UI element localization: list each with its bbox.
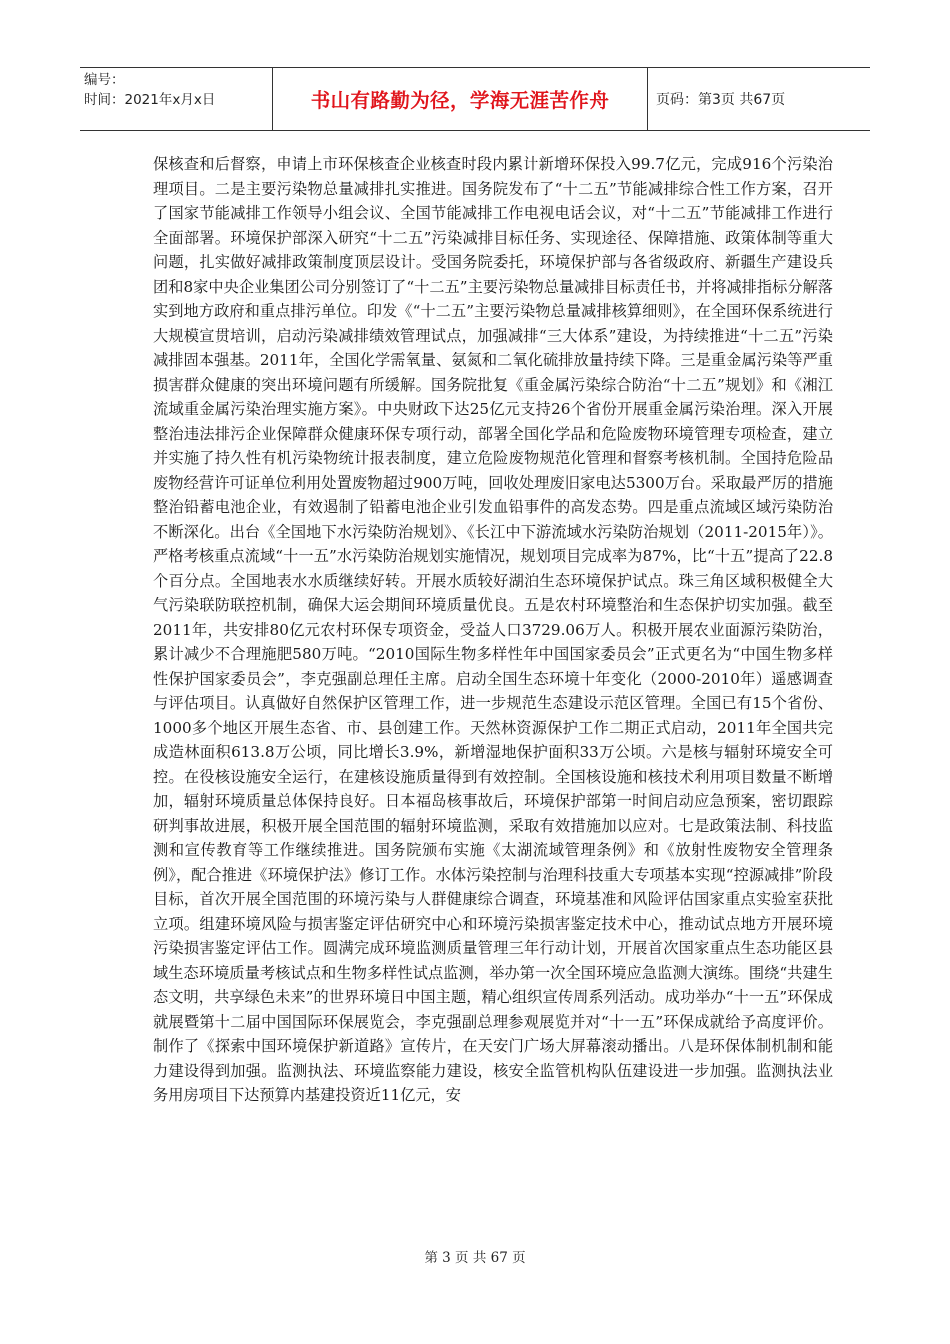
document-time-label: 时间：2021年x月x日 [84,92,216,108]
document-number-label: 编号： [84,72,125,88]
body-paragraph: 保核查和后督察，申请上市环保核查企业核查时段内累计新增环保投入99.7亿元，完成916个污染治理项目。二是主要污染物总量减排扎实推进。国务院发布了“十二五”节能减排综合性工作方案，召开了国家节能减排工作领导小组会议、全国节能减排工作电视电话会议，对“十二五”节能减排工作进行全面部署。环境保护部深入研究“十二五”污染减排目标任务、实现途径、保障措施、政策体制等重大问题，扎实做好减排政策制度顶层设计。受国务院委托，环境保护部与各省级政府、新疆生产建设兵团和8家中央企业集团公司分别签订了“十二五”主要污染物总量减排目标责任书，并将减排指标分解落实到地方政府和重点排污单位。印发《“十二五”主要污染物总量减排核算细则》，在全国环保系统进行大规模宣贯培训，启动污染减排绩效管理试点，加强减排“三大体系”建设，为持续推进“十二五”污染减排固本强基。2011年，全国化学需氧量、氨氮和二氧化硫排放量持续下降。三是重金属污染等严重损害群众健康的突出环境问题有所缓解。国务院批复《重金属污染综合防治“十二五”规划》和《湘江流域重金属污染治理实施方案》。中央财政下达25亿元支持26个省份开展重金属污染治理。深入开展整治违法排污企业保障群众健康环保专项行动，部署全国化学品和危险废物环境管理专项检查，建立并实施了持久性有机污染物统计报表制度，建立危险废物规范化管理和督察考核机制。全国持危险品废物经营许可证单位利用处置废物超过900万吨，回收处理废旧家电达5300万台。采取最严厉的措施整治铅蓄电池企业，有效遏制了铅蓄电池企业引发血铅事件的高发态势。四是重点流域区域污染防治不断深化。出台《全国地下水污染防治规划》、《长江中下游流域水污染防治规划（2011-2015年）》。严格考核重点流域“十一五”水污染防治规划实施情况，规划项目完成率为87%，比“十五”提高了22.8个百分点。全国地表水水质继续好转。开展水质较好湖泊生态环境保护试点。珠三角区域积极健全大气污染联防联控机制，确保大运会期间环境质量优良。五是农村环境整治和生态保护切实加强。截至2011年，共安排80亿元农村环保专项资金，受益人口3729.06万人。积极开展农业面源污染防治，累计减少不合理施肥580万吨。“2010国际生物多样性年中国国家委员会”正式更名为“中国生物多样性保护国家委员会”，李克强副总理任主席。启动全国生态环境十年变化（2000-2010年）遥感调查与评估项目。认真做好自然保护区管理工作，进一步规范生态建设示范区管理。全国已有15个省份、1000多个地区开展生态省、市、县创建工作。天然林资源保护工作二期正式启动，2011年全国共完成造林面积613.8万公顷，同比增长3.9%，新增湿地保护面积33万公顷。六是核与辐射环境安全可控。在役核设施安全运行，在建核设施质量得到有效控制。全国核设施和核技术利用项目数量不断增加，辐射环境质量总体保持良好。日本福岛核事故后，环境保护部第一时间启动应急预案，密切跟踪研判事故进展，积极开展全国范围的辐射环境监测，采取有效措施加以应对。七是政策法制、科技监测和宣传教育等工作继续推进。国务院颁布实施《太湖流域管理条例》和《放射性废物安全管理条例》，配合推进《环境保护法》修订工作。水体污染控制与治理科技重大专项基本实现“控源减排”阶段目标，首次开展全国范围的环境污染与人群健康综合调查，环境基准和风险评估国家重点实验室获批立项。组建环境风险与损害鉴定评估研究中心和环境污染损害鉴定技术中心，推动试点地方开展环境污染损害鉴定评估工作。圆满完成环境监测质量管理三年行动计划，开展首次国家重点生态功能区县域生态环境质量考核试点和生物多样性试点监测，举办第一次全国环境应急监测大演练。围绕“共建生态文明，共享绿色未来”的世界环境日中国主题，精心组织宣传周系列活动。成功举办“十一五”环保成就展暨第十二届中国国际环保展览会，李克强副总理参观展览并对“十一五”环保成就给予高度评价。制作了《探索中国环境保护新道路》宣传片，在天安门广场大屏幕滚动播出。八是环保体制机制和能力建设得到加强。监测执法、环境监察能力建设，核安全监管机构队伍建设进一步加强。监测执法业务用房项目下达预算内基建投资近11亿元，安 [153,155,833,1104]
header-page-info: 页码：第3页 共67页 [656,92,786,108]
page-footer: 第 3 页 共 67 页 [424,1250,526,1266]
header-motto: 书山有路勤为径，学海无涯苦作舟 [272,68,648,130]
page-header [80,67,870,131]
header-meta [80,68,272,130]
